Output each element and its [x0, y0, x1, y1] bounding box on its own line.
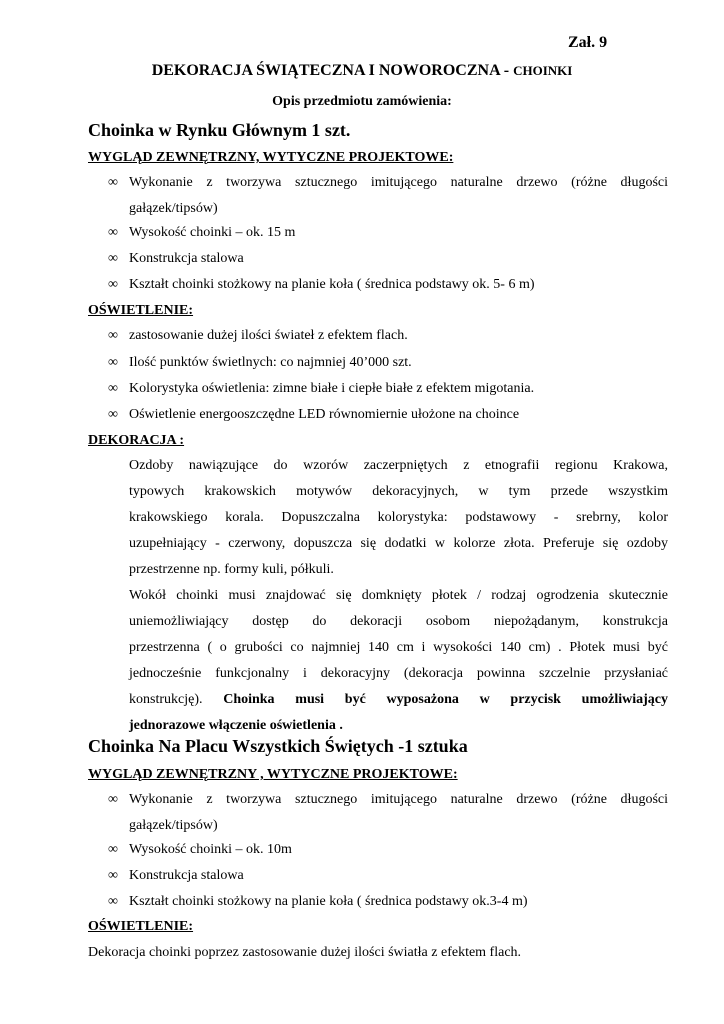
- list-item: [108, 350, 668, 376]
- section1-wyglad-heading: WYGLĄD ZEWNĘTRZNY, WYTYCZNE PROJEKTOWE:: [88, 150, 454, 165]
- list-item: [108, 863, 668, 889]
- bullet-icon: ∞: [108, 175, 118, 190]
- list-item: [108, 837, 668, 863]
- bullet-icon: ∞: [108, 894, 118, 909]
- bullet-icon: ∞: [108, 355, 118, 370]
- attachment-number: Zał. 9: [568, 34, 608, 51]
- bullet-icon: ∞: [108, 328, 118, 343]
- list-item-text: Wykonanie z tworzywa sztucznego imitującego naturalne drzewo (różne długości: [129, 792, 668, 807]
- bullet-icon: ∞: [108, 842, 118, 857]
- paragraph-line: jednocześnie funkcjonalny i dekoracyjny (dekoracja powinna szczelnie przysłaniać: [129, 666, 668, 681]
- title-main: DEKORACJA ŚWIĄTECZNA I NOWOROCZNA -: [151, 62, 514, 79]
- bullet-icon: ∞: [108, 225, 118, 240]
- list-item-text: gałązek/tipsów): [129, 201, 218, 216]
- paragraph-line: [129, 687, 668, 713]
- dekoracja-paragraph-1: [129, 453, 668, 583]
- paragraph-line: Ozdoby nawiązujące do wzorów zaczerpniętych z etnografii regionu Krakowa,: [129, 458, 668, 473]
- list-item-text: Ilość punktów świetlnych: co najmniej 40’000 szt.: [129, 355, 412, 370]
- section2-oswietlenie-text: Dekoracja choinki poprzez zastosowanie dużej ilości światła z efektem flach.: [88, 945, 522, 960]
- bullet-icon: ∞: [108, 251, 118, 266]
- paragraph-line: uzupełniający - czerwony, dopuszcza się dodatki w kolorze złota. Preferuje się ozdoby: [129, 536, 668, 551]
- list-item-text: Kształt choinki stożkowy na planie koła ( średnica podstawy ok.3-4 m): [129, 894, 528, 909]
- paragraph-line: Wokół choinki musi znajdować się domknięty płotek / rodzaj ogrodzenia skutecznie: [129, 588, 668, 603]
- section2-wyglad-heading: WYGLĄD ZEWNĘTRZNY , WYTYCZNE PROJEKTOWE:: [88, 767, 458, 782]
- paragraph-line: przestrzenne np. formy kuli, półkuli.: [129, 562, 334, 577]
- paragraph-line: przestrzenna ( o grubości co najmniej 140 cm i wysokości 140 cm) . Płotek musi być: [129, 640, 668, 655]
- list-item-text: zastosowanie dużej ilości świateł z efektem flach.: [129, 328, 408, 343]
- bullet-icon: ∞: [108, 381, 118, 396]
- list-item-text: Wysokość choinki – ok. 15 m: [129, 225, 296, 240]
- title-suffix: CHOINKI: [513, 63, 573, 78]
- bullet-icon: ∞: [108, 277, 118, 292]
- list-item: [108, 220, 668, 246]
- list-item: [108, 170, 668, 222]
- paragraph-line: krakowskiego korala. Dopuszczalna kolorystyka: podstawowy - srebrny, kolor: [129, 510, 668, 525]
- section1-oswietlenie-heading: OŚWIETLENIE:: [88, 303, 194, 318]
- document-title: [0, 62, 724, 80]
- bullet-icon: ∞: [108, 792, 118, 807]
- bullet-icon: ∞: [108, 868, 118, 883]
- list-item: [108, 376, 668, 402]
- list-item-text: Konstrukcja stalowa: [129, 251, 244, 266]
- list-item: [108, 787, 668, 839]
- dekoracja-paragraph-2: [129, 583, 668, 739]
- list-item-text: Kształt choinki stożkowy na planie koła ( średnica podstawy ok. 5- 6 m): [129, 277, 535, 292]
- list-item: [108, 323, 668, 349]
- paragraph-line: typowych krakowskich motywów dekoracyjnych, w tym przede wszystkim: [129, 484, 668, 499]
- list-item-text: Konstrukcja stalowa: [129, 868, 244, 883]
- list-item-text: Wysokość choinki – ok. 10m: [129, 842, 292, 857]
- list-item: [108, 272, 668, 298]
- list-item-text: Kolorystyka oświetlenia: zimne białe i ciepłe białe z efektem migotania.: [129, 381, 535, 396]
- list-item-text: gałązek/tipsów): [129, 818, 218, 833]
- list-item: [108, 402, 668, 428]
- paragraph-line: uniemożliwiający dostęp do dekoracji osobom niepożądanym, konstrukcja: [129, 614, 668, 629]
- section1-dekoracja-heading: DEKORACJA :: [88, 433, 185, 448]
- bullet-icon: ∞: [108, 407, 118, 422]
- list-item-text: Wykonanie z tworzywa sztucznego imitującego naturalne drzewo (różne długości: [129, 175, 668, 190]
- list-item: [108, 246, 668, 272]
- subtitle: Opis przedmiotu zamówienia:: [272, 94, 452, 109]
- paragraph-bold-text: jednorazowe włączenie oświetlenia .: [129, 718, 343, 733]
- list-item-text: Oświetlenie energooszczędne LED równomiernie ułożone na choince: [129, 407, 520, 422]
- section2-oswietlenie-heading: OŚWIETLENIE:: [88, 919, 194, 934]
- paragraph-bold-text: Choinka musi być wyposażona w przycisk umożliwiający: [223, 692, 668, 707]
- section2-heading: Choinka Na Placu Wszystkich Świętych -1 sztuka: [88, 736, 468, 756]
- section1-heading: Choinka w Rynku Głównym 1 szt.: [88, 120, 351, 140]
- paragraph-text: konstrukcję).: [129, 692, 224, 707]
- list-item: [108, 889, 668, 915]
